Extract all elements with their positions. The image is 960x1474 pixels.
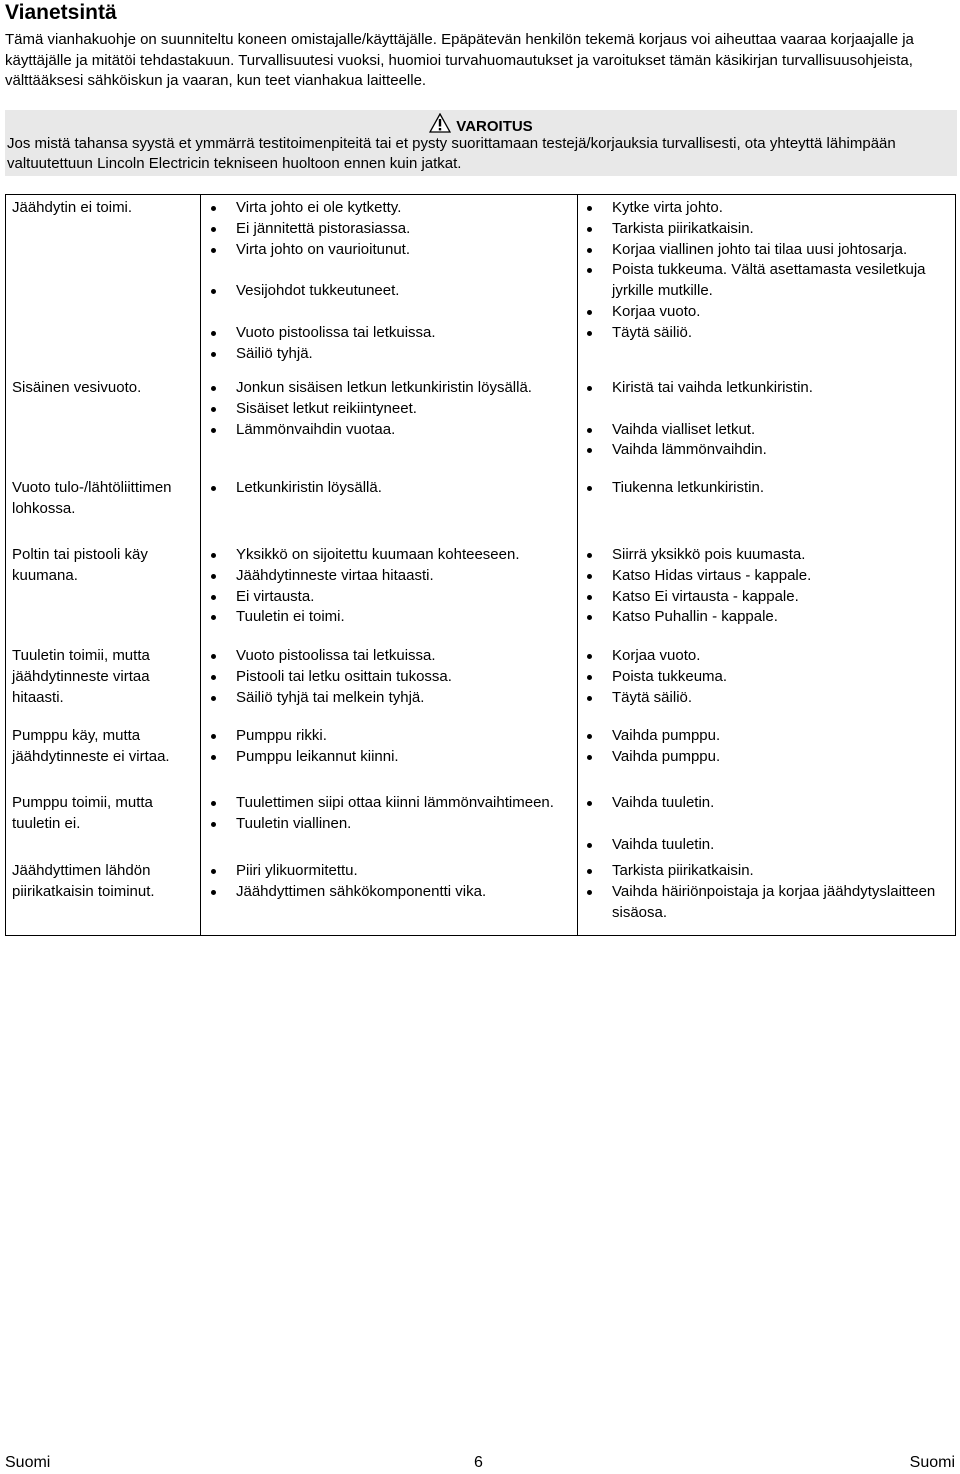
cause-item: Tuuletin ei toimi. [203,607,581,628]
action-item: Vaihda häiriönpoistaja ja korjaa jäähdytyslaitteen sisäosa. [579,882,955,924]
cause-item: Sisäiset letkut reikiintyneet. [203,399,581,420]
spacer [203,260,581,281]
cause-list [203,726,581,768]
warning-text: Jos mistä tahansa syystä et ymmärrä testitoimenpiteitä tai et pysty suorittamaan testejä/korjauksia turvallisesti, ota yhteyttä lähimpään valtuutettuun Lincoln Electricin tekniseen huoltoon ennen kuin jatkat. [7,135,896,172]
cause-item: Yksikkö on sijoitettu kuumaan kohteeseen. [203,545,581,566]
action-item: Vaihda pumppu. [579,747,955,768]
action-item: Tarkista piirikatkaisin. [579,219,955,240]
cause-item: Jäähdyttimen sähkökomponentti vika. [203,882,581,903]
problem-cell: Jäähdytin ei toimi. [12,199,133,216]
spacer [203,302,581,323]
cause-item: Letkunkiristin löysällä. [203,478,581,499]
problem-cell: Tuuletin toimii, mutta jäähdytinneste virtaa hitaasti. [12,647,150,706]
cause-item: Säiliö tyhjä tai melkein tyhjä. [203,688,581,709]
cause-item: Piiri ylikuormitettu. [203,861,581,882]
cause-item: Vesijohdot tukkeutuneet. [203,281,581,302]
action-item: Korjaa viallinen johto tai tilaa uusi johtosarja. [579,240,955,261]
action-item: Vaihda tuuletin. [579,793,955,814]
action-item: Korjaa vuoto. [579,302,955,323]
action-item: Kiristä tai vaihda letkunkiristin. [579,378,955,399]
spacer [579,814,955,835]
action-item: Poista tukkeuma. Vältä asettamasta vesiletkuja jyrkille mutkille. [579,260,955,302]
action-list [579,478,955,499]
cause-list [203,646,581,708]
action-list [579,726,955,768]
cause-item: Tuuletin viallinen. [203,814,581,835]
action-item: Vaihda lämmönvaihdin. [579,440,955,461]
action-item: Siirrä yksikkö pois kuumasta. [579,545,955,566]
action-item: Korjaa vuoto. [579,646,955,667]
action-item: Poista tukkeuma. [579,667,955,688]
warning-box [5,110,957,176]
action-item: Tarkista piirikatkaisin. [579,861,955,882]
action-item: Vaihda tuuletin. [579,835,955,856]
problem-cell: Vuoto tulo-/lähtöliittimen lohkossa. [12,479,172,517]
cause-item: Pumppu leikannut kiinni. [203,747,581,768]
action-item: Kytke virta johto. [579,198,955,219]
action-list [579,646,955,708]
action-item: Vaihda pumppu. [579,726,955,747]
cause-list [203,378,581,440]
cause-item: Säiliö tyhjä. [203,344,581,365]
cause-list [203,198,581,364]
cause-item: Ei virtausta. [203,587,581,608]
problem-cell: Pumppu käy, mutta jäähdytinneste ei virtaa. [12,727,170,765]
problem-cell: Jäähdyttimen lähdön piirikatkaisin toiminut. [12,862,155,900]
action-item: Täytä säiliö. [579,323,955,344]
troubleshooting-table [5,194,956,936]
intro-paragraph: Tämä vianhakuohje on suunniteltu koneen omistajalle/käyttäjälle. Epäpätevän henkilön tekemä korjaus voi aiheuttaa vaaraa korjaajalle ja käyttäjälle ja mitätöi tehdastakuun. Turvallisuutesi vuoksi, huomioi turvahuomautukset ja varoitukset tämän käsikirjan turvallisuusohjeista, välttääksesi sähköiskun ja vaaran, kun teet vianhakua laitteelle. [5,31,914,89]
cause-item: Ei jännitettä pistorasiassa. [203,219,581,240]
warning-triangle-icon [429,113,451,133]
problem-cell: Sisäinen vesivuoto. [12,379,142,396]
page-title: Vianetsintä [5,1,117,24]
action-item: Katso Puhallin - kappale. [579,607,955,628]
action-list [579,861,955,923]
spacer [579,399,955,420]
action-item: Vaihda vialliset letkut. [579,420,955,441]
action-list [579,378,955,461]
footer-language-right: Suomi [909,1454,955,1471]
action-item: Katso Hidas virtaus - kappale. [579,566,955,587]
cause-item: Jonkun sisäisen letkun letkunkiristin löysällä. [203,378,581,399]
page-number: 6 [474,1454,483,1471]
cause-list [203,793,581,835]
cause-item: Vuoto pistoolissa tai letkuissa. [203,646,581,667]
footer-language-left: Suomi [5,1454,51,1471]
action-list [579,545,955,628]
table-column-divider [200,195,201,935]
cause-list [203,545,581,628]
cause-item: Lämmönvaihdin vuotaa. [203,420,581,441]
warning-heading-text: VAROITUS [456,118,533,135]
action-list [579,793,955,855]
action-item: Tiukenna letkunkiristin. [579,478,955,499]
action-item: Täytä säiliö. [579,688,955,709]
cause-item: Vuoto pistoolissa tai letkuissa. [203,323,581,344]
action-item: Katso Ei virtausta - kappale. [579,587,955,608]
cause-item: Virta johto ei ole kytketty. [203,198,581,219]
cause-item: Pumppu rikki. [203,726,581,747]
cause-list [203,478,581,499]
cause-item: Pistooli tai letku osittain tukossa. [203,667,581,688]
cause-item: Tuulettimen siipi ottaa kiinni lämmönvaihtimeen. [203,793,581,814]
cause-item: Virta johto on vaurioitunut. [203,240,581,261]
action-list [579,198,955,344]
cause-list [203,861,581,903]
cause-item: Jäähdytinneste virtaa hitaasti. [203,566,581,587]
problem-cell: Pumppu toimii, mutta tuuletin ei. [12,794,153,832]
problem-cell: Poltin tai pistooli käy kuumana. [12,546,148,584]
